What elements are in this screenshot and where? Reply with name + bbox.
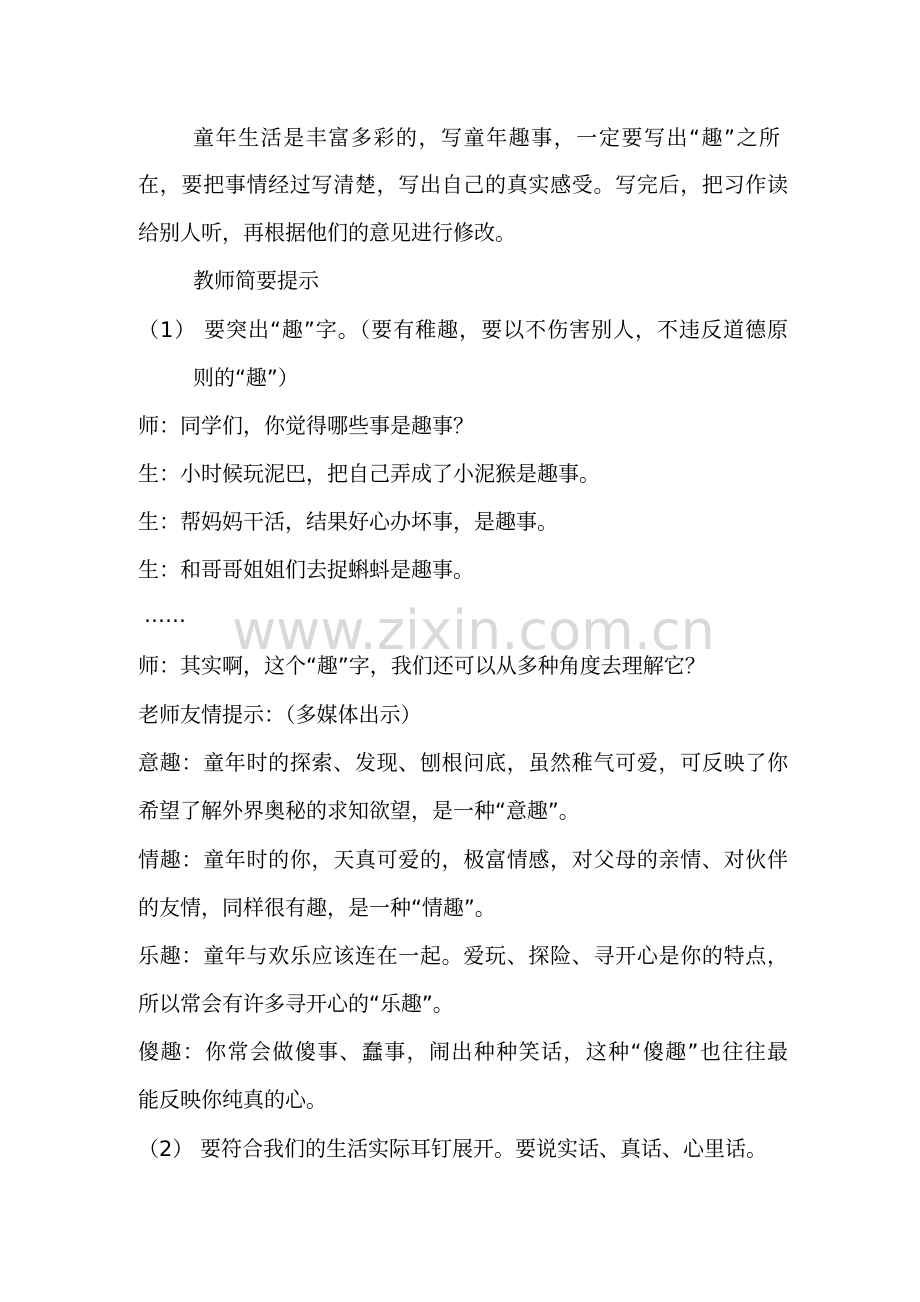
point-1-line-2: 则的“趣”） [193,366,299,390]
qingqu-line-1: 情趣：童年时的你，天真可爱的，极富情感，对父母的亲情、对伙伴 [138,848,788,872]
dialogue-line: 生：和哥哥姐姐们去捉蝌蚪是趣事。 [138,558,474,582]
dialogue-line: 生：小时候玩泥巴，把自己弄成了小泥猴是趣事。 [138,462,600,486]
intro-line-3: 给别人听，再根据他们的意见进行修改。 [138,221,516,245]
intro-line-2: 在，要把事情经过写清楚，写出自己的真实感受。写完后，把习作读 [138,173,788,197]
yiqu-line-2: 希望了解外界奥秘的求知欲望，是一种“意趣”。 [138,799,580,823]
dialogue-line: 师：同学们，你觉得哪些事是趣事？ [138,414,474,438]
ellipsis: …… [144,603,186,627]
dialogue-line: 师：其实啊，这个“趣”字，我们还可以从多种角度去理解它？ [138,654,706,678]
shaqu-line-2: 能反映你纯真的心。 [138,1088,327,1112]
lequ-line-2: 所以常会有许多寻开心的“乐趣”。 [138,992,454,1016]
point-2: （2） 要符合我们的生活实际耳钉展开。要说实话、真话、心里话。 [138,1137,768,1161]
dialogue-line: 生：帮妈妈干活，结果好心办坏事，是趣事。 [138,510,558,534]
watermark: www.zixin.com.cn [232,599,715,662]
qingqu-line-2: 的友情，同样很有趣，是一种“情趣”。 [138,896,496,920]
lequ-line-1: 乐趣：童年与欢乐应该连在一起。爱玩、探险、寻开心是你的特点， [138,944,788,968]
point-1-line-1: （1） 要突出“趣”字。（要有稚趣，要以不伤害别人，不违反道德原 [138,318,788,342]
hint-heading: 教师简要提示 [193,269,319,293]
dialogue-line: 老师友情提示：（多媒体出示） [138,703,422,727]
shaqu-line-1: 傻趣：你常会做傻事、蠢事，闹出种种笑话，这种“傻趣”也往往最 [138,1040,788,1064]
yiqu-line-1: 意趣：童年时的探索、发现、刨根问底，虽然稚气可爱，可反映了你 [138,751,788,775]
intro-line-1: 童年生活是丰富多彩的，写童年趣事，一定要写出“趣”之所 [193,126,780,150]
